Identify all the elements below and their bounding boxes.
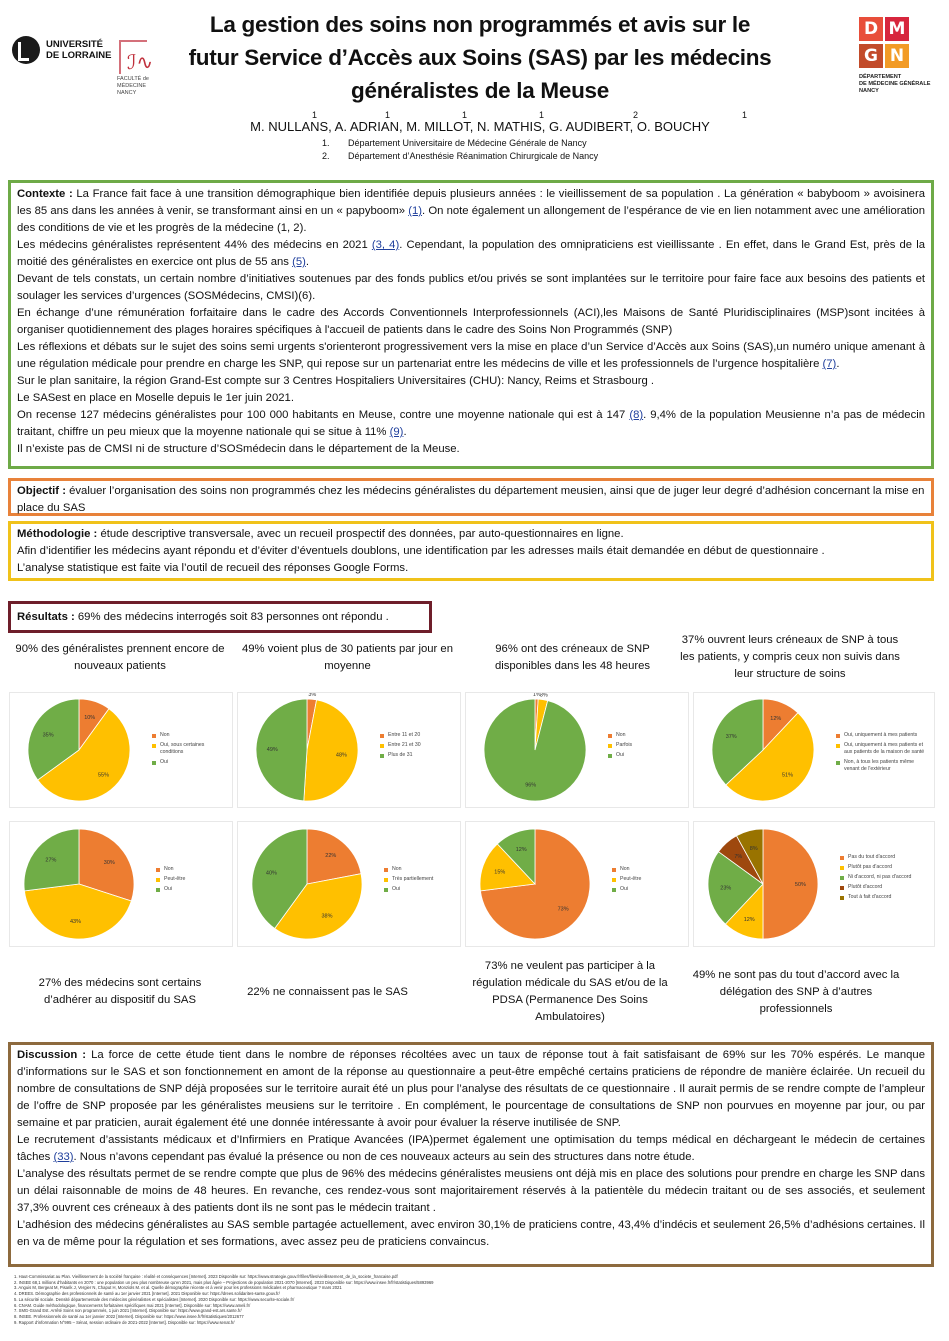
legend-item xyxy=(156,876,226,883)
caption-top-4: 37% ouvrent leurs créneaux de SNP à tous les patients, y compris ceux non suivis dans leur structure de soins xyxy=(680,634,900,680)
slice-data-label: 35% xyxy=(42,732,54,739)
discussion-paragraph xyxy=(17,1166,925,1217)
legend-label: Ni d'accord, ni pas d'accord xyxy=(848,874,912,880)
slice-data-label: 22% xyxy=(325,853,337,860)
slice-data-label: 49% xyxy=(266,746,278,753)
objectif-label: Objectif : xyxy=(17,485,66,497)
universite-de-lorraine-logo xyxy=(12,36,112,66)
discussion-section xyxy=(8,1042,934,1267)
reference-link[interactable]: (9) xyxy=(389,426,404,438)
affiliations xyxy=(322,137,682,163)
legend-item xyxy=(384,886,454,893)
paragraph-text: Les médecins généralistes représentent 44% des médecins en 2021 xyxy=(17,239,372,251)
dmgn-logo xyxy=(857,17,935,105)
legend-swatch xyxy=(612,888,616,892)
reference-link[interactable]: (8) xyxy=(629,409,644,421)
legend-label: Entre 11 et 20 xyxy=(388,732,421,738)
resultats-text: 69% des médecins interrogés soit 83 personnes ont répondu . xyxy=(74,611,389,623)
ul-logo-text: UNIVERSITÉ DE LORRAINE xyxy=(46,39,112,61)
paragraph-text: En échange d’une rémunération forfaitaire dans le cadre des Accords Conventionnels Interprofessionnels (ACI),les Maisons de Santé Pluridisciplinaires (MSP)sont incitées à organiser quotidiennement des plages horaires spécifiques à l'accueil de patients dans le cadre des Soins Non Programmés (SNP) xyxy=(17,307,925,336)
objectif-section xyxy=(8,478,934,516)
legend-item xyxy=(380,752,454,759)
legend-swatch xyxy=(840,866,844,870)
dmgn-caption: DÉPARTEMENT DE MÉDECINE GÉNÉRALE NANCY xyxy=(859,74,931,94)
legend-label: Plutôt d'accord xyxy=(848,884,883,890)
references xyxy=(14,1274,934,1325)
paragraph-text: La France fait face à une transition démographique bien identifiée depuis plusieurs années : le vieillissement de sa population . La génération « babyboom » avoisinera les 85 ans dans les années à venir, se transformant ainsi en un « papyboom» xyxy=(17,188,925,217)
legend-swatch xyxy=(380,744,384,748)
legend-label: Non xyxy=(616,732,626,738)
paragraph-text: La force de cette étude tient dans le nombre de réponses récoltées avec un taux de réponse tout à fait satisfaisant de 69% sur les 70% espérés. Le manque d’informations sur le SAS et son fonctionnement en amont de la réponse au questionnaire a peut-être empêché certains praticiens de répondre de manière éclairée. Un recueil du nombre de consultations de SNP déjà proposées sur le territoire aurait été un plus pour l’analyse des résultats de ce questionnaire . Il aurait permis de se rendre compte de l’ampleur de l’offre de SNP proposée par les généralistes meusiens sur le territoire . En complément, le pourcentage de consultations de SNP non pourvues en moyenne par jour, ou par semaine et par praticien, aurait également été une donnée intéressante à avoir pour évaluer la réserve inutilisée de SNP. xyxy=(17,1049,926,1129)
legend-item xyxy=(612,876,682,883)
legend-item xyxy=(608,752,682,759)
legend-swatch xyxy=(612,878,616,882)
contexte-label: Contexte : xyxy=(17,188,73,200)
contexte-paragraph xyxy=(17,186,925,237)
discussion-label: Discussion : xyxy=(17,1049,87,1061)
legend-swatch xyxy=(840,876,844,880)
chart-legend xyxy=(840,854,928,904)
slice-data-label: 43% xyxy=(69,919,82,926)
legend-item xyxy=(608,742,682,749)
pie-slice xyxy=(763,829,818,939)
pie-chart-7 xyxy=(466,822,688,946)
legend-item xyxy=(836,732,928,739)
author-sup-3: 1 xyxy=(462,110,468,120)
chart-legend xyxy=(380,732,454,762)
chart-legend xyxy=(156,866,226,896)
legend-item xyxy=(156,886,226,893)
legend-swatch xyxy=(156,888,160,892)
legend-label: Oui xyxy=(160,759,169,765)
reference-item: 3. Anguis M, Bergeat M, Pisarik J, Vergier N, Chaput H, Monziols M. et al. Quelle démographie récente et à venir pour les professions médicales et pharmaceutique ? mars 2021 xyxy=(14,1285,342,1291)
legend-item xyxy=(380,742,454,749)
contexte-paragraph xyxy=(17,339,925,373)
chart-legend xyxy=(384,866,454,896)
reference-item: 6. CNAM. Guide méthodologique, financements forfaitaires spécifiques mai 2021 [Internet]. Disponible sur: https://www.ameli.fr/ xyxy=(14,1302,251,1308)
legend-item xyxy=(840,864,928,871)
caption-bottom-3: 73% ne veulent pas participer à la régulation médicale du SAS et/ou de la PDSA (Permanence Des Soins Ambulatoires) xyxy=(472,960,668,1023)
paragraph-text: . 9,4% de la population Meusienne n’a pas de médecin traitant, chiffre un peu mieux que la moyenne nationale qui se situe à 11% xyxy=(17,409,926,438)
contexte-paragraph xyxy=(17,271,925,305)
legend-item xyxy=(380,732,454,739)
slice-data-label: 50% xyxy=(794,882,806,888)
reference-item: 1. Haut-Commissariat au Plan. Vieillissement de la société française : réalité et conséquences [Internet]. 2023 Disponible sur: https://www.strategie.gouv.fr/files/files/vieillissement_de_la_societe_francaise.pdf xyxy=(14,1274,398,1279)
legend-swatch xyxy=(380,754,384,758)
legend-swatch xyxy=(384,888,388,892)
contexte-paragraph xyxy=(17,373,925,390)
legend-label: Oui xyxy=(620,886,629,892)
contexte-paragraph xyxy=(17,390,925,407)
contexte-paragraph xyxy=(17,237,925,271)
legend-label: Peut-être xyxy=(620,876,642,882)
legend-label: Non xyxy=(164,866,174,872)
paragraph-text: On recense 127 médecins généralistes pour 100 000 habitants en Meuse, contre une moyenne nationale qui est à 147 xyxy=(17,409,630,421)
slice-data-label: 23% xyxy=(720,885,732,892)
slice-data-label: 55% xyxy=(97,772,110,779)
paragraph-text: Le SASest en place en Moselle depuis le 1er juin 2021. xyxy=(17,392,294,404)
dmgn-letter-d: D xyxy=(859,17,883,41)
legend-swatch xyxy=(152,734,156,738)
paragraph-text: Il n’existe pas de CMSI ni de structure d’SOSmédecin dans le département de la Meuse. xyxy=(17,443,460,455)
legend-label: Oui, uniquement à mes patients xyxy=(844,732,918,738)
pie-chart-8 xyxy=(694,822,934,946)
paragraph-text: . xyxy=(403,426,407,438)
legend-swatch xyxy=(156,878,160,882)
legend-item xyxy=(612,866,682,873)
legend-swatch xyxy=(152,761,156,765)
caption-bottom-1: 27% des médecins sont certains d’adhérer au dispositif du SAS xyxy=(38,977,202,1006)
legend-label: Plutôt pas d'accord xyxy=(848,864,892,870)
dmgn-letter-m: M xyxy=(885,17,909,41)
chart-legend xyxy=(608,732,682,762)
legend-swatch xyxy=(152,744,156,748)
caption-top-3: 96% ont des créneaux de SNP disponibles dans les 48 heures xyxy=(494,643,651,672)
paragraph-text: Les réflexions et débats sur le sujet des soins semi urgents s'orienteront progressivement vers la mise en place d’un Service d’Accès aux Soins (SAS),un numéro unique amenant à une régulation médicale pour prendre en charge les SNP, qui repose sur un partenariat entre les médecins de ville et les professionnels de l’urgence hospitalière xyxy=(17,341,925,370)
slice-data-label: 8% xyxy=(749,845,758,852)
pie-chart-2 xyxy=(238,693,460,807)
reference-item: 5. La sécurité sociale. Densité départementale des médecins généralistes et spécialistes [Internet]. 2020 Disponible sur: https://www.securite-sociale.fr/ xyxy=(14,1296,295,1302)
legend-label: Non xyxy=(160,732,170,738)
paragraph-text: Devant de tels constats, un certain nombre d’initiatives soutenues par des fonds publics et/ou privés se sont implantées sur le territoire pour faire face aux besoins des patients et soulager les services d’urgences (SOSMédecins, CMSI)(6). xyxy=(17,273,925,302)
authors: M. NULLANS, A. ADRIAN, M. MILLOT, N. MATHIS, G. AUDIBERT, O. BOUCHY xyxy=(250,119,710,134)
chart-legend xyxy=(836,732,928,776)
legend-item xyxy=(152,732,226,739)
legend-label: Non xyxy=(620,866,630,872)
chart-legend xyxy=(152,732,226,769)
legend-label: Oui, sous certaines conditions xyxy=(160,742,205,755)
discussion-paragraph xyxy=(17,1132,925,1166)
discussion-paragraph xyxy=(17,1047,925,1132)
legend-item xyxy=(840,884,928,891)
legend-swatch xyxy=(608,734,612,738)
reference-item: 4. DREES. Démographie des professionnels de santé au 1er janvier 2021 [Internet]. 2021 Disponible sur: https://drees.solidarites-sante.gouv.fr/ xyxy=(14,1291,280,1297)
legend-item xyxy=(612,886,682,893)
slice-data-label: 30% xyxy=(103,860,115,866)
affiliation-1: 1. Département Universitaire de Médecine Générale de Nancy xyxy=(322,138,587,148)
slice-data-label: 10% xyxy=(84,715,96,721)
lorraine-mark-icon xyxy=(12,36,40,64)
author-sup-6: 1 xyxy=(742,110,748,120)
contexte-body xyxy=(17,186,925,458)
resultats-label: Résultats : xyxy=(17,611,75,623)
legend-swatch xyxy=(836,744,840,748)
reference-link[interactable]: (33) xyxy=(53,1151,74,1163)
pie-chart-4 xyxy=(694,693,934,807)
pie-chart-1 xyxy=(10,693,232,807)
objectif-text: évaluer l’organisation des soins non programmés chez les médecins généralistes du département meusien, ainsi que de juger leur degré d’adhésion concernant la mise en place du SAS xyxy=(17,485,925,514)
legend-swatch xyxy=(836,734,840,738)
slice-data-label: 12% xyxy=(770,715,782,722)
legend-swatch xyxy=(380,734,384,738)
resultats-section xyxy=(8,601,432,633)
legend-item xyxy=(152,742,226,756)
paragraph-text: . On note également un allongement de l’espérance de vie en lien notamment avec une amélioration des conditions de vie et les progrès de la médecine (1, 2). xyxy=(17,205,925,234)
legend-item xyxy=(840,874,928,881)
paragraph-text: . Nous n’avons cependant pas évalué la présence ou non de ces nouveaux acteurs au sein des structures dans notre étude. xyxy=(73,1151,695,1163)
dmgn-letter-g: G xyxy=(859,44,883,68)
paragraph-text: Le recrutement d’assistants médicaux et d’Infirmiers en Pratique Avancées (IPA)permet également une optimisation du temps médical en déchargeant le médecin de certaines tâches xyxy=(17,1134,925,1163)
legend-item xyxy=(840,894,928,901)
methodologie-section: Méthodologie : étude descriptive transversale, avec un recueil prospectif des données, par auto-questionnaires en ligne. Afin d’identifier les médecins ayant répondu et d’éviter d’éventuels doublons, une identification par les adresses mails était demandée en début de questionnaire . L’analyse statistique est faite via l’outil de recueil des réponses Google Forms. xyxy=(8,521,934,581)
legend-label: Entre 21 et 30 xyxy=(388,742,421,748)
legend-label: Non, à tous les patients même venant de l'extérieur xyxy=(844,759,915,772)
author-sup-1: 1 xyxy=(312,110,318,120)
legend-swatch xyxy=(384,878,388,882)
reference-link[interactable]: (1) xyxy=(408,205,423,217)
discussion-body xyxy=(17,1047,925,1251)
caption-bottom-4: 49% ne sont pas du tout d’accord avec la délégation des SNP à d’autres professionnels xyxy=(692,969,900,1015)
legend-label: Parfois xyxy=(616,742,633,748)
author-sup-4: 1 xyxy=(539,110,545,120)
reference-item: 9. Rapport d'information N°995 – Sénat, session ordinaire de 2021-2022 [Internet]. Disponible sur: https://www.senat.fr/ xyxy=(14,1319,235,1325)
contexte-paragraph xyxy=(17,441,925,458)
slice-data-label: 27% xyxy=(45,857,57,864)
faculte-caption: FACULTÉ de MÉDECINE NANCY xyxy=(117,76,149,96)
caption-top-1: 90% des généralistes prennent encore de nouveaux patients xyxy=(15,643,225,672)
legend-item xyxy=(836,759,928,773)
discussion-paragraph xyxy=(17,1217,925,1251)
legend-label: Très partiellement xyxy=(392,876,434,882)
legend-swatch xyxy=(612,868,616,872)
affiliation-2: 2. Département d’Anesthésie Réanimation Chirurgicale de Nancy xyxy=(322,151,599,161)
slice-data-label: 40% xyxy=(265,870,277,877)
slice-data-label: 38% xyxy=(321,913,333,920)
legend-label: Tout à fait d'accord xyxy=(848,894,892,900)
slice-data-label: 37% xyxy=(725,734,737,741)
legend-label: Non xyxy=(392,866,402,872)
reference-item: 7. SMG-Grand Est. Arrêté Soins non programmés, 1 juin 2021 [Internet]. Disponible sur: https://www.grand-est.ars.sante.fr/ xyxy=(14,1308,242,1314)
slice-data-label: 1% xyxy=(532,693,541,698)
chart-legend xyxy=(612,866,682,896)
slice-data-label: 15% xyxy=(494,869,506,876)
legend-item xyxy=(384,866,454,873)
slice-data-label: 3% xyxy=(539,693,548,699)
reference-link[interactable]: (7) xyxy=(822,358,837,370)
reference-link[interactable]: (5) xyxy=(292,256,306,268)
legend-swatch xyxy=(156,868,160,872)
legend-swatch xyxy=(836,761,840,765)
slice-data-label: 7% xyxy=(734,853,743,860)
legend-item xyxy=(840,854,928,861)
paragraph-text: . Cependant, la population des omnipraticiens est vieillissante . En effet, dans le Grand Est, près de la moitié des généralistes en exercice ont plus de 55 ans xyxy=(17,239,926,268)
pie-slice xyxy=(256,699,307,801)
legend-label: Plus de 31 xyxy=(388,752,413,758)
legend-label: Oui xyxy=(392,886,401,892)
poster-title: La gestion des soins non programmés et avis sur le futur Service d’Accès aux Soins (SAS) par les médecins généralistes de la Meuse xyxy=(188,12,772,103)
legend-swatch xyxy=(840,886,844,890)
paragraph-text: . xyxy=(305,256,310,268)
paragraph-text: Sur le plan sanitaire, la région Grand-Est compte sur 3 Centres Hospitaliers Universitaires (CHU): Nancy, Reims et Strasbourg . xyxy=(17,375,655,387)
reference-link[interactable]: (3, 4) xyxy=(371,239,400,251)
legend-label: Oui xyxy=(164,886,173,892)
reference-item: 8. INSEE. Professionnels de santé au 1er janvier 2022 [Internet]. Disponible sur: https://www.insee.fr/fr/statistiques/2012677 xyxy=(14,1313,244,1319)
slice-data-label: 73% xyxy=(557,906,569,913)
contexte-paragraph xyxy=(17,305,925,339)
legend-swatch xyxy=(384,868,388,872)
legend-label: Pas du tout d'accord xyxy=(848,854,896,860)
author-sup-2: 1 xyxy=(385,110,391,120)
paragraph-text: . xyxy=(836,358,840,370)
slice-data-label: 96% xyxy=(525,782,537,789)
pie-chart-5 xyxy=(10,822,232,946)
legend-item xyxy=(156,866,226,873)
slice-data-label: 12% xyxy=(743,916,755,923)
legend-swatch xyxy=(608,754,612,758)
legend-item xyxy=(836,742,928,756)
dmgn-letter-n: N xyxy=(885,44,909,68)
pie-chart-6 xyxy=(238,822,460,946)
legend-label: Oui, uniquement à mes patients et aux patients de la maison de santé xyxy=(844,742,925,755)
caption-bottom-2: 22% ne connaissent pas le SAS xyxy=(247,986,408,998)
contexte-paragraph xyxy=(17,407,925,441)
methodologie-label: Méthodologie : xyxy=(17,528,98,540)
legend-swatch xyxy=(840,896,844,900)
caption-top-2: 49% voient plus de 30 patients par jour en moyenne xyxy=(241,643,454,672)
slice-data-label: 3% xyxy=(308,693,317,699)
slice-data-label: 51% xyxy=(781,772,794,779)
legend-item xyxy=(608,732,682,739)
paragraph-text: L’adhésion des médecins généralistes au SAS semble partagée actuellement, avec environ 30,1% de praticiens contre, 43,4% d’indécis et seulement 26,5% d’adhésions certaines. Il en va de même pour la régulation et ses formations, avec assez peu de praticiens convaincus. xyxy=(17,1219,925,1248)
legend-swatch xyxy=(840,856,844,860)
author-sup-5: 2 xyxy=(633,110,639,120)
legend-item xyxy=(384,876,454,883)
signature-wave-icon: ℐ∿ xyxy=(127,50,154,74)
faculte-medecine-logo xyxy=(117,40,177,96)
legend-item xyxy=(152,759,226,766)
legend-swatch xyxy=(608,744,612,748)
legend-label: Oui xyxy=(616,752,625,758)
legend-label: Peut-être xyxy=(164,876,186,882)
reference-item: 2. INSEE 68,1 millions d’habitants en 2070 : une population un peu plus nombreuse qu’en 2021, mais plus âgée – Projections de population 2021-2070 [Internet]. 2023 Disponible sur: https://www.insee.fr/fr/statistiques/5893969 xyxy=(14,1279,434,1285)
slice-data-label: 12% xyxy=(515,847,527,854)
paragraph-text: L’analyse des résultats permet de se rendre compte que plus de 96% des médecins généralistes meusiens ont déjà mis en place des solutions pour prendre en charge les SNP dans un délai raisonnable de moins de 48 heures. En revanche, ces rendez-vous sont majoritairement réservés à la patientèle du médecin traitant ou de ses associés, et seulement 37,3% ouvrent ces créneaux à des patients dont ils ne sont pas le médecin traitant . xyxy=(17,1168,925,1214)
contexte-section xyxy=(8,180,934,469)
pie-chart-3 xyxy=(466,693,688,807)
slice-data-label: 48% xyxy=(335,752,347,759)
